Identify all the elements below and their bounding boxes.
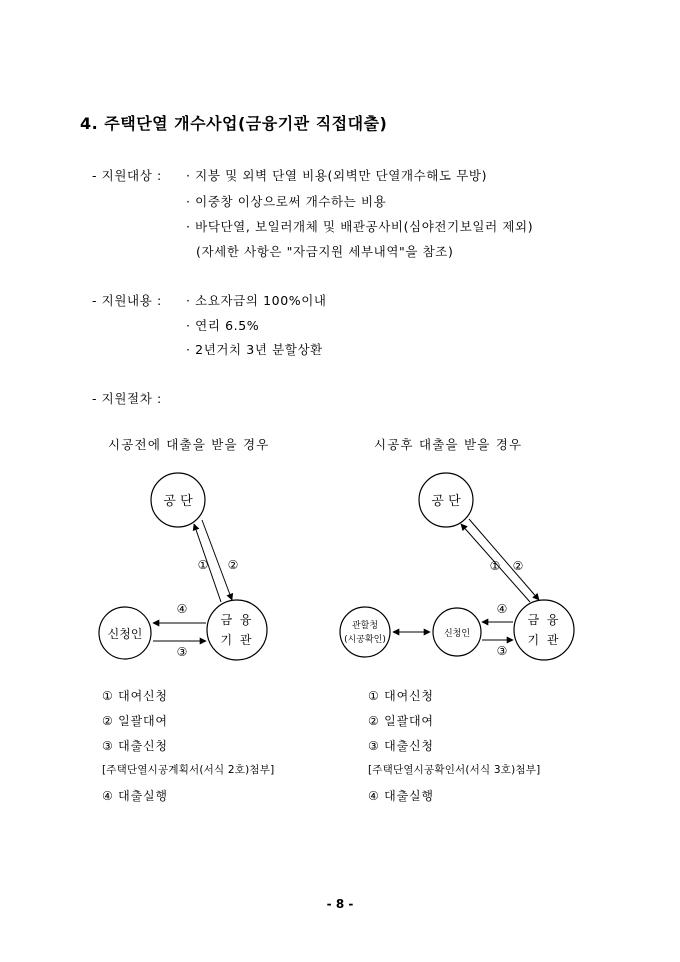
step-item: ③ 대출신청 [368, 739, 434, 753]
procedure-label: - 지원절차 : [92, 391, 162, 406]
target-label: - 지원대상 : [92, 168, 162, 183]
right-step-list [368, 687, 540, 812]
step-item: ④ 대출실행 [102, 789, 168, 803]
target-note: (자세한 사항은 "자금지원 세부내역"을 참조) [196, 244, 454, 259]
step-attachment-note: [주택단열시공확인서(서식 3호)첨부] [368, 764, 541, 776]
step-num-1: ① [197, 558, 209, 572]
bank-label-line1: 금 융 [527, 613, 561, 627]
bank-label-line2: 기 관 [527, 633, 561, 647]
content-item: · 연리 6.5% [186, 318, 260, 333]
step-num-2: ② [512, 559, 524, 573]
page-number: - 8 - [326, 897, 354, 911]
applicant-label: 신청인 [443, 629, 471, 639]
content-label: - 지원내용 : [92, 293, 162, 308]
applicant-label: 신청인 [107, 627, 143, 641]
step-item: ④ 대출실행 [368, 789, 434, 803]
office-label-line2: (시공확인) [344, 635, 386, 645]
gongdan-label: 공 단 [163, 494, 193, 509]
bank-label-line2: 기 관 [220, 633, 254, 647]
arrow-2-to-bank [469, 519, 539, 600]
left-diagram-caption: 시공전에 대출을 받을 경우 [108, 437, 270, 452]
step-item: ① 대여신청 [102, 689, 168, 703]
bank-label-line1: 금 융 [220, 613, 254, 627]
step-num-4: ④ [496, 602, 508, 616]
bank-node [514, 600, 574, 660]
right-diagram-caption: 시공후 대출을 받을 경우 [374, 437, 523, 452]
office-node [340, 607, 390, 657]
step-item: ① 대여신청 [368, 689, 434, 703]
step-num-3: ③ [176, 645, 188, 659]
step-num-1: ① [489, 559, 501, 573]
step-attachment-note: [주택단열시공계획서(서식 2호)첨부] [102, 764, 275, 776]
target-item: · 이중창 이상으로써 개수하는 비용 [186, 194, 387, 209]
office-label-line1: 관할청 [351, 621, 379, 631]
step-num-2: ② [227, 558, 239, 572]
gongdan-label: 공 단 [431, 494, 461, 509]
content-item: · 2년거치 3년 분할상환 [186, 342, 323, 357]
left-step-list [102, 687, 274, 812]
section-title: 4. 주택단열 개수사업(금융기관 직접대출) [80, 114, 388, 133]
step-item: ② 일괄대여 [102, 714, 168, 728]
step-item: ② 일괄대여 [368, 714, 434, 728]
step-num-3: ③ [496, 644, 508, 658]
step-item: ③ 대출신청 [102, 739, 168, 753]
step-num-4: ④ [176, 602, 188, 616]
content-item: · 소요자금의 100%이내 [186, 293, 327, 308]
target-item: · 바닥단열, 보일러개체 및 배관공사비(심야전기보일러 제외) [186, 219, 534, 234]
target-item: · 지붕 및 외벽 단열 비용(외벽만 단열개수해도 무방) [186, 168, 488, 183]
